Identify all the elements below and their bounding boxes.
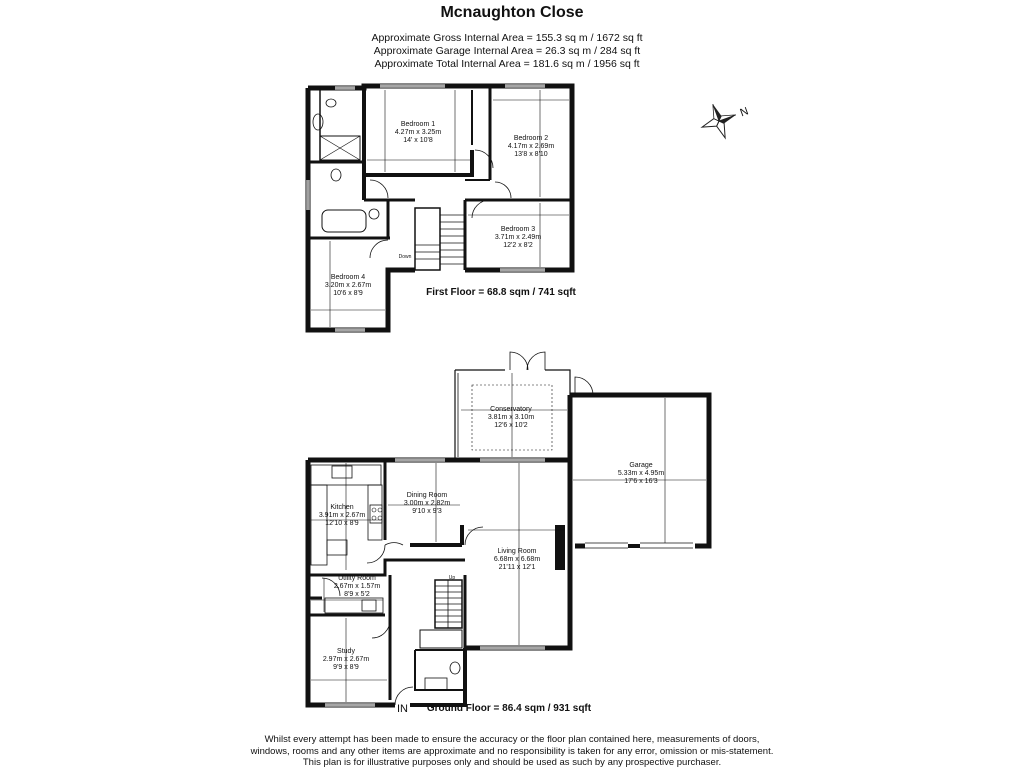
bedroom3-metric: 3.71m x 2.49m [494, 234, 542, 241]
disclaimer-line-1: Whilst every attempt has been made to ensure the accuracy or the floor plan contained here, measurements of doors, [264, 734, 760, 745]
garage-area-text: Approximate Garage Internal Area = 26.3 sq m / 284 sq ft [373, 45, 641, 57]
kitchen-metric: 3.91m x 2.67m [318, 512, 366, 519]
garage-name: Garage [629, 462, 653, 469]
bedroom1-imperial: 14' x 10'8 [403, 137, 433, 144]
conservatory-name: Conservatory [490, 406, 532, 413]
disclaimer [0, 734, 1024, 769]
dining-name: Dining Room [406, 492, 448, 499]
living-name: Living Room [497, 548, 537, 555]
ground-floor-plan [308, 352, 709, 705]
disclaimer-line-3: This plan is for illustrative purposes only and should be used as such by any prospective purchaser. [302, 757, 722, 768]
study-name: Study [337, 648, 355, 655]
garage-metric: 5.33m x 4.95m [617, 470, 665, 477]
total-area-text: Approximate Total Internal Area = 181.6 sq m / 1956 sq ft [374, 58, 640, 70]
bedroom4-imperial: 10'6 x 8'9 [333, 290, 363, 297]
compass-north-label: N [738, 105, 751, 120]
bedroom2-imperial: 13'8 x 8'10 [514, 151, 548, 158]
bedroom2-name: Bedroom 2 [513, 135, 549, 142]
first-floor-area-label: First Floor = 68.8 sqm / 741 sqft [426, 287, 576, 298]
conservatory-metric: 3.81m x 3.10m [487, 414, 535, 421]
ground-floor-room-labels [319, 406, 664, 671]
utility-imperial: 8'9 x 5'2 [344, 591, 370, 598]
kitchen-name: Kitchen [330, 504, 354, 511]
plan-title: Mcnaughton Close [440, 4, 584, 21]
living-imperial: 21'11 x 12'1 [498, 564, 536, 571]
utility-metric: 2.67m x 1.57m [333, 583, 381, 590]
entrance-label: IN [397, 703, 408, 715]
gross-area-text: Approximate Gross Internal Area = 155.3 sq m / 1672 sq ft [371, 32, 643, 44]
dining-metric: 3.00m x 2.82m [403, 500, 451, 507]
study-imperial: 9'9 x 8'9 [333, 664, 359, 671]
bedroom3-imperial: 12'2 x 8'2 [503, 242, 533, 249]
bedroom1-name: Bedroom 1 [400, 121, 436, 128]
bedroom3-name: Bedroom 3 [500, 226, 536, 233]
compass-rose-icon [696, 98, 742, 144]
living-metric: 6.68m x 6.68m [493, 556, 541, 563]
stairs-up-label: Up [448, 575, 456, 581]
garage-imperial: 17'6 x 16'3 [624, 478, 658, 485]
conservatory-imperial: 12'6 x 10'2 [494, 422, 528, 429]
utility-name: Utility Room [338, 575, 376, 582]
stairs-down-label: Down [398, 254, 412, 260]
bedroom2-metric: 4.17m x 2.69m [507, 143, 555, 150]
dining-imperial: 9'10 x 9'3 [412, 508, 442, 515]
disclaimer-line-2: windows, rooms and any other items are approximate and no responsibility is taken for any error, omission or mis-statement. [250, 745, 774, 757]
study-metric: 2.97m x 2.67m [322, 656, 370, 663]
ground-floor-area-label: Ground Floor = 86.4 sqm / 931 sqft [426, 703, 592, 714]
kitchen-imperial: 12'10 x 8'9 [325, 520, 359, 527]
bedroom4-name: Bedroom 4 [330, 274, 366, 281]
bedroom1-metric: 4.27m x 3.25m [394, 129, 442, 136]
bedroom4-metric: 3.20m x 2.67m [324, 282, 372, 289]
